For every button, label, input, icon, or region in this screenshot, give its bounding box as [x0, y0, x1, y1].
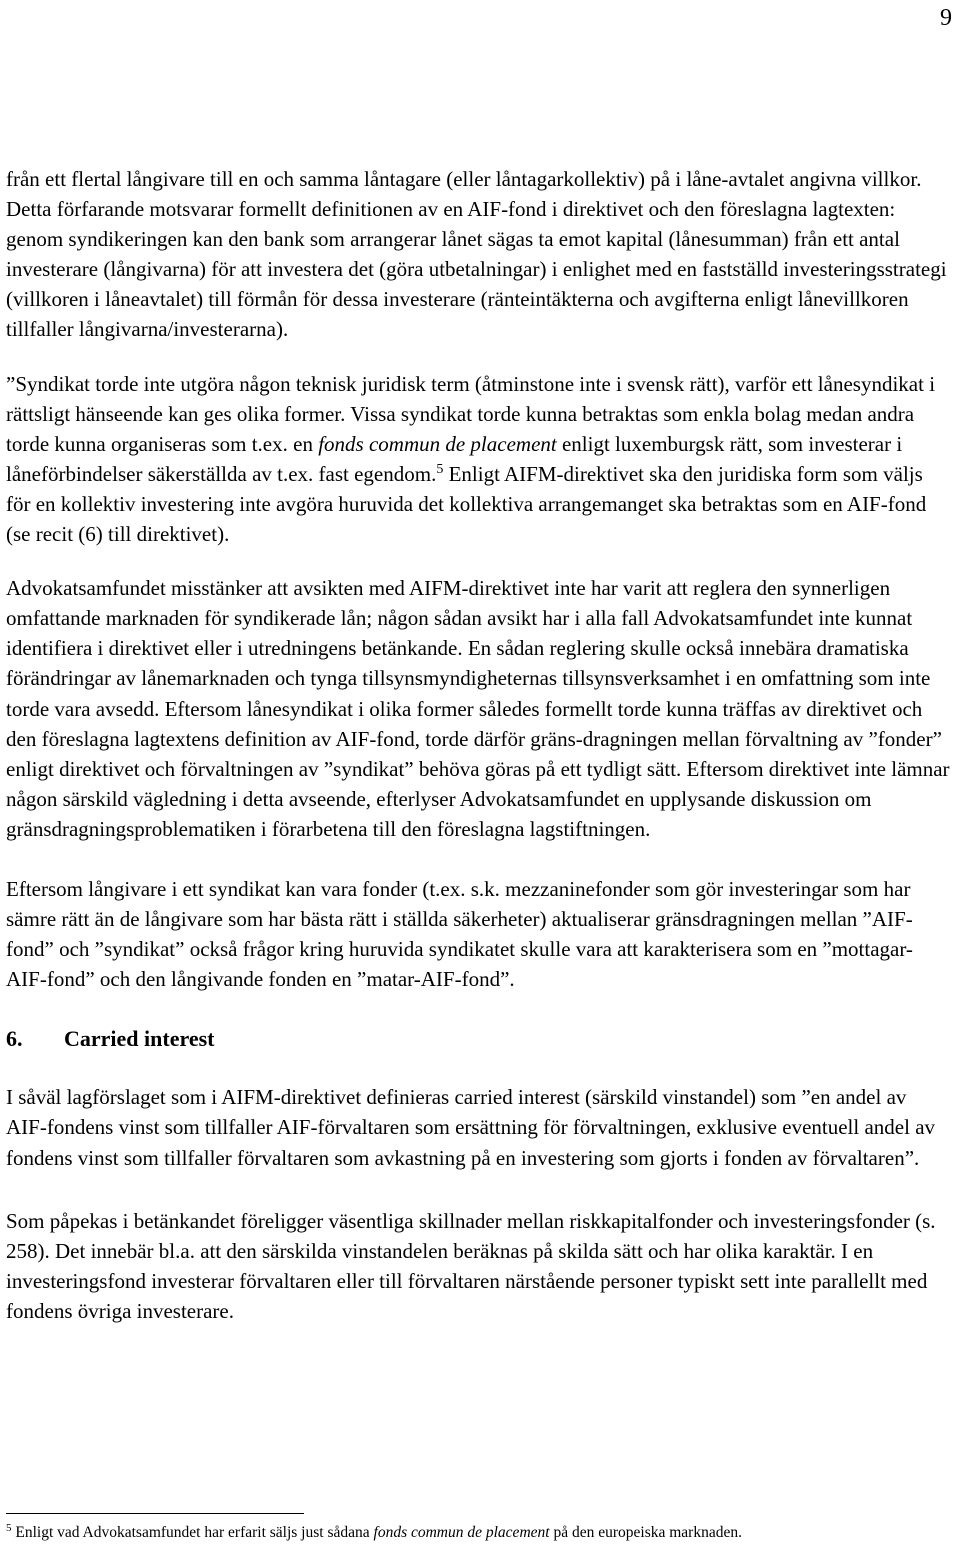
document-body [6, 164, 950, 1350]
paragraph-syndicate-legal-form [6, 369, 950, 550]
paragraph-text: Enligt AIFM-direktivet ska den juridiska form som väljs för en kollektiv investering inte avgöra huruvida det kollektiva arrangemanget ska betraktas som en AIF-fond (se recit (6) till direktivet). [6, 461, 927, 547]
italic-term: fonds commun de placement [318, 431, 557, 456]
paragraph-syndication-intro: från ett flertal långivare till en och samma låntagare (eller låntagarkollektiv) på i låne-avtalet angivna villkor. Detta förfarande motsvarar formellt definitionen av en AIF-fond i direktivet och den föreslagna lagtexten: genom syndikeringen kan den bank som arrangerar lånet sägas ta emot kapital (lånesumman) från ett antal investerare (långivarna) för att investera det (göra utbetalningar) i enlighet med en fastställd investeringsstrategi (villkoren i låneavtalet) till förmån för dessa investerare (ränteintäkterna och avgifterna enligt lånevillkoren tillfaller långivarna/investerarna). [6, 167, 947, 342]
footnote-reference[interactable]: 5 [436, 461, 444, 477]
footnote [6, 1523, 742, 1543]
page-number: 9 [940, 5, 952, 31]
paragraph-carried-interest-definition: I såväl lagförslaget som i AIFM-direktivet definieras carried interest (särskild vinstandel) som ”en andel av AIF-fondens vinst som tillfaller AIF-förvaltaren som ersättning för förvaltningen, exklusive eventuell andel av fondens vinst som tillfaller förvaltaren som avkastning på en investering som gjorts i fonden av förvaltaren”. [6, 1085, 936, 1170]
section-number: 6. [6, 1026, 23, 1052]
footnote-divider [6, 1513, 304, 1514]
section-title: Carried interest [64, 1026, 215, 1052]
paragraph-text: ”Syndikat torde inte utgöra någon teknisk juridisk term (åtminstone inte i svensk rätt), varför ett lånesyndikat i rättsligt hänseende kan ges olika former. Vissa syndikat torde kunna betraktas som enkla bolag medan andra torde kunna organiseras som t.ex. en [6, 371, 936, 456]
footnote-italic-term: fonds commun de placement [373, 1524, 550, 1541]
footnote-text: på den europeiska marknaden. [549, 1524, 742, 1541]
paragraph-fund-differences: Som påpekas i betänkandet föreligger väsentliga skillnader mellan riskkapitalfonder och investeringsfonder (s. 258). Det innebär bl.a. att den särskilda vinstandelen beräknas på skilda sätt och har olika karaktär. I en investeringsfond investerar förvaltaren eller till förvaltaren närstående personer typiskt sett inte parallellt med fondens övriga investerare. [6, 1208, 936, 1323]
paragraph-mezzanine-funds: Eftersom långivare i ett syndikat kan vara fonder (t.ex. s.k. mezzaninefonder som gör investeringar som har sämre rätt än de långivare som har bästa rätt i ställda säkerheter) aktualiserar gränsdragningen mellan ”AIF-fond” och ”syndikat” också frågor kring huruvida syndikatet skulle vara att karakterisera som en ”mottagar-AIF-fond” och den långivande fonden en ”matar-AIF-fond”. [6, 876, 913, 992]
footnote-text: Enligt vad Advokatsamfundet har erfarit säljs just sådana [11, 1524, 374, 1541]
paragraph-advokatsamfundet-concerns: Advokatsamfundet misstänker att avsikten med AIFM-direktivet inte har varit att reglera den synnerligen omfattande marknaden för syndikerade lån; någon sådan avsikt har i alla fall Advokatsamfundet inte kunnat identifiera i direktivet eller i utredningens betänkande. En sådan reglering skulle också innebära dramatiska förändringar av lånemarknaden och tynga tillsynsmyndigheternas tillsynsverksamhet i en omfattning som inte torde vara avsedd. Eftersom lånesyndikat i olika former således formellt torde kunna träffas av direktivet och den föreslagna lagtextens definition av AIF-fond, torde därför gräns-dragningen mellan förvaltning av ”fonder” enligt direktivet och förvaltningen av ”syndikat” behöva göras på ett tydligt sätt. Eftersom direktivet inte lämnar någon särskild vägledning i detta avseende, efterlyser Advokatsamfundet en upplysande diskussion om gränsdragningsproblematiken i förarbetena till den föreslagna lagstiftningen. [6, 576, 950, 841]
footnote-number: 5 [6, 1521, 12, 1534]
paragraph-text: enligt luxemburgsk rätt, som investerar i låneförbindelser säkerställda av t.ex. fast egendom. [6, 431, 903, 486]
section-heading [6, 1024, 950, 1054]
